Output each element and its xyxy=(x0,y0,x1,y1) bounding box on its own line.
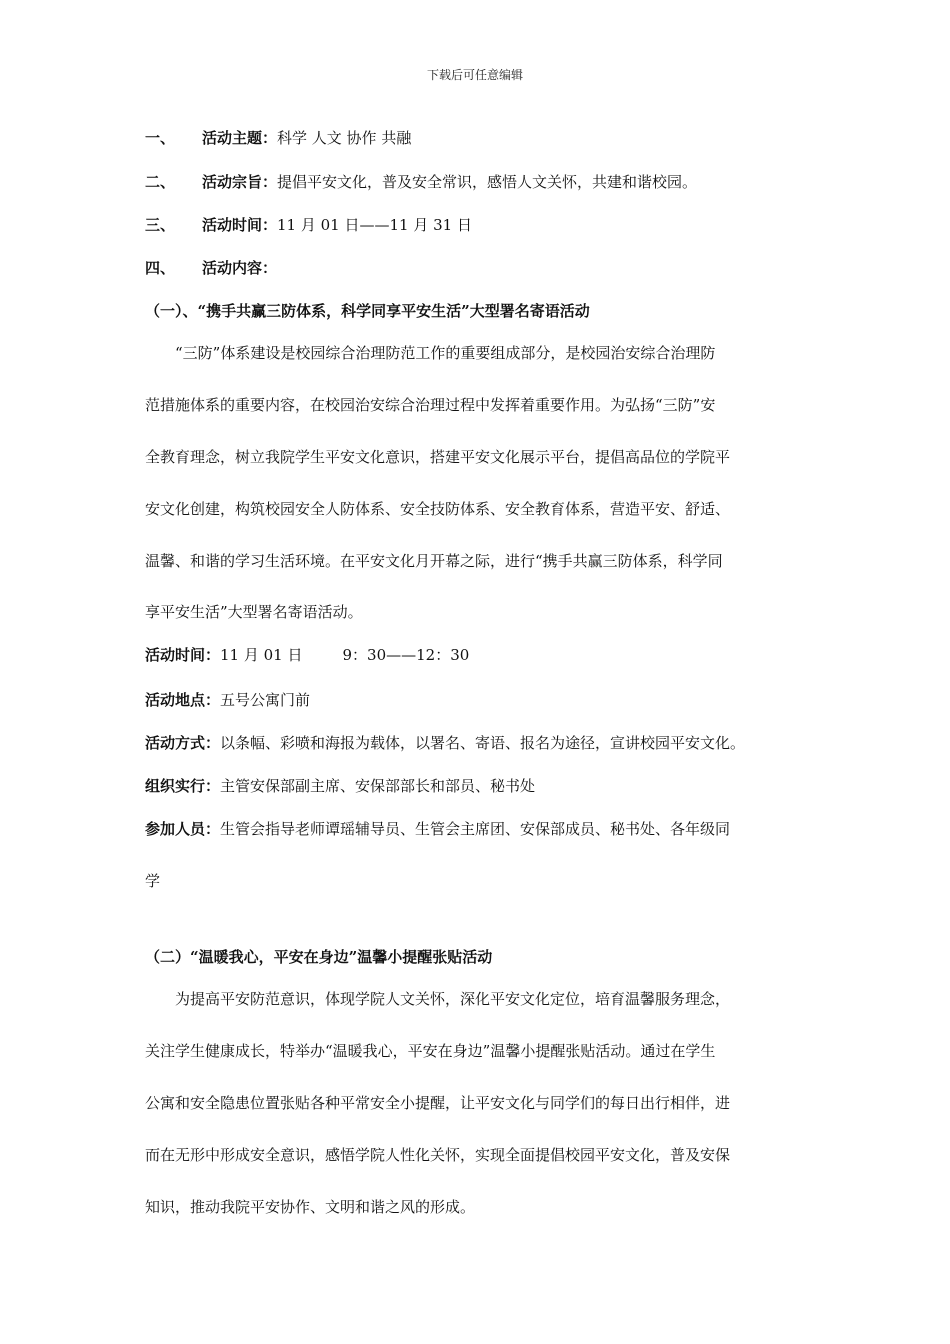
field-label: 组织实行： xyxy=(145,777,221,795)
item-label: 活动内容： xyxy=(202,259,278,277)
paragraph-line: 关注学生健康成长，特举办“温暖我心，平安在身边”温馨小提醒张贴活动。通过在学生 xyxy=(145,1042,716,1060)
field-value: 生管会指导老师谭瑶辅导员、生管会主席团、安保部成员、秘书处、各年级同 xyxy=(220,820,731,838)
field-label: 活动地点： xyxy=(145,691,221,709)
section2-title: （二）“温暖我心，平安在身边”温馨小提醒张贴活动 xyxy=(145,948,493,966)
field-place xyxy=(145,689,310,710)
paragraph-line: 范措施体系的重要内容，在校园治安综合治理过程中发挥着重要作用。为弘扬“三防”安 xyxy=(145,396,716,414)
paragraph-line: “三防”体系建设是校园综合治理防范工作的重要组成部分，是校园治安综合治理防 xyxy=(145,344,716,362)
item-text: 11 月 01 日——11 月 31 日 xyxy=(277,216,472,234)
paragraph-line: 全教育理念，树立我院学生平安文化意识，搭建平安文化展示平台，提倡高品位的学院平 xyxy=(145,448,731,466)
item-number: 三、 xyxy=(145,216,176,234)
paragraph-line: 安文化创建，构筑校园安全人防体系、安全技防体系、安全教育体系，营造平安、舒适、 xyxy=(145,500,731,518)
field-label: 活动时间： xyxy=(145,646,221,664)
paragraph-line: 为提高平安防范意识，体现学院人文关怀，深化平安文化定位，培育温馨服务理念， xyxy=(145,990,731,1008)
field-date: 11 月 01 日 xyxy=(220,646,303,664)
field-method xyxy=(145,732,745,753)
item-purpose xyxy=(145,171,697,192)
field-value: 主管安保部副主席、安保部部长和部员、秘书处 xyxy=(220,777,536,795)
field-time xyxy=(145,644,469,665)
paragraph-line: 公寓和安全隐患位置张贴各种平常安全小提醒，让平安文化与同学们的每日出行相伴，进 xyxy=(145,1094,731,1112)
field-label: 活动方式： xyxy=(145,734,221,752)
item-label: 活动时间： xyxy=(202,216,278,234)
paragraph-line: 享平安生活”大型署名寄语活动。 xyxy=(145,603,363,621)
item-text: 提倡平安文化，普及安全常识，感悟人文关怀，共建和谐校园。 xyxy=(277,173,698,191)
item-number: 二、 xyxy=(145,173,176,191)
field-participants-cont: 学 xyxy=(145,872,161,890)
section1-title: （一）、“携手共赢三防体系，科学同享平安生活”大型署名寄语活动 xyxy=(145,302,590,320)
field-value: 五号公寓门前 xyxy=(220,691,311,709)
field-label: 参加人员： xyxy=(145,820,221,838)
item-label: 活动主题： xyxy=(202,129,278,147)
item-label: 活动宗旨： xyxy=(202,173,278,191)
item-text: 科学 人文 协作 共融 xyxy=(277,129,412,147)
item-theme xyxy=(145,127,411,148)
paragraph-line: 而在无形中形成安全意识，感悟学院人性化关怀，实现全面提倡校园平安文化，普及安保 xyxy=(145,1146,731,1164)
item-time xyxy=(145,214,472,235)
paragraph-line: 温馨、和谐的学习生活环境。在平安文化月开幕之际，进行“携手共赢三防体系，科学同 xyxy=(145,552,723,570)
field-participants xyxy=(145,818,730,839)
field-organizer xyxy=(145,775,535,796)
page-header: 下载后可任意编辑 xyxy=(426,68,523,82)
item-content xyxy=(145,257,277,278)
item-number: 一、 xyxy=(145,129,176,147)
field-time-range: 9：30——12：30 xyxy=(342,646,470,664)
paragraph-line: 知识，推动我院平安协作、文明和谐之风的形成。 xyxy=(145,1198,476,1216)
field-value: 以条幅、彩喷和海报为载体，以署名、寄语、报名为途径，宣讲校园平安文化。 xyxy=(220,734,746,752)
item-number: 四、 xyxy=(145,259,176,277)
